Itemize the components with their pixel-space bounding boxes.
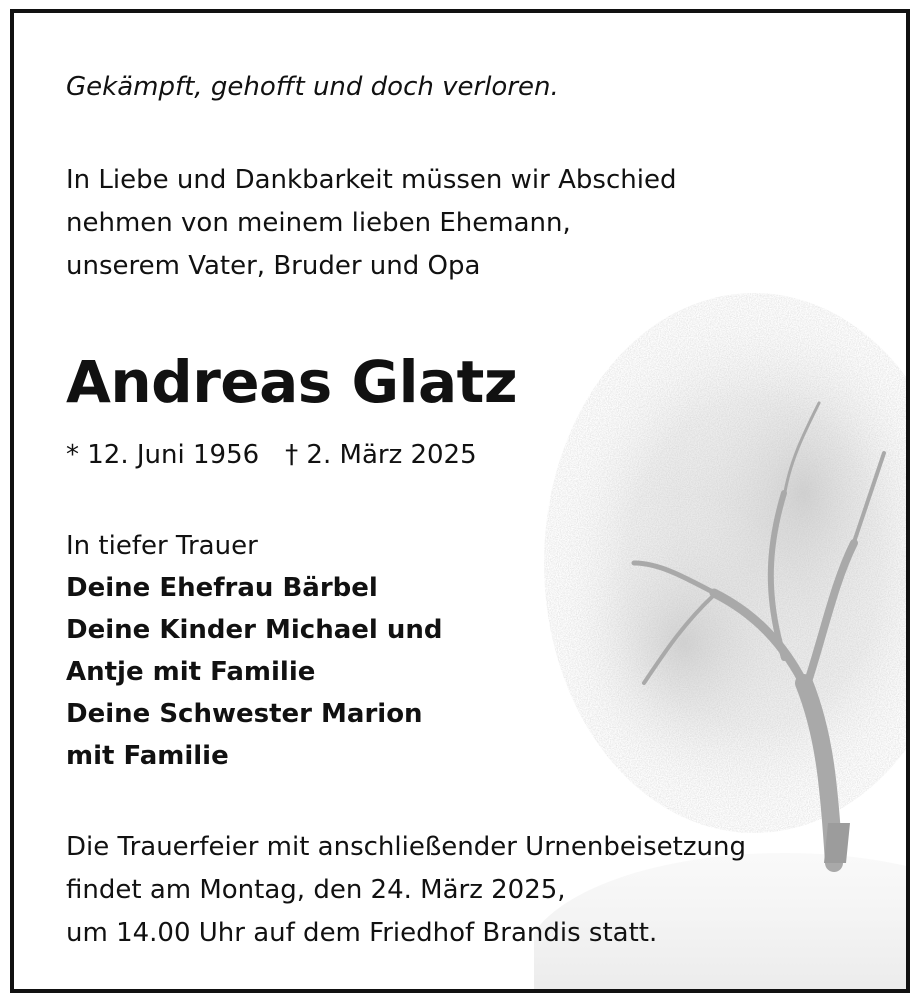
mourner-line: Deine Kinder Michael und bbox=[66, 615, 443, 645]
deceased-name: Andreas Glatz bbox=[66, 348, 518, 416]
motto: Gekämpft, gehofft und doch verloren. bbox=[66, 72, 559, 102]
intro-line: unserem Vater, Bruder und Opa bbox=[66, 251, 481, 281]
mourner-line: Deine Schwester Marion bbox=[66, 699, 423, 729]
ceremony-line: Die Trauerfeier mit anschließender Urnenbeisetzung bbox=[66, 832, 746, 862]
intro-line: nehmen von meinem lieben Ehemann, bbox=[66, 208, 571, 238]
mourner-line: Deine Ehefrau Bärbel bbox=[66, 573, 378, 603]
mourners-block bbox=[66, 525, 443, 777]
ceremony-line: um 14.00 Uhr auf dem Friedhof Brandis statt. bbox=[66, 918, 658, 948]
ceremony-line: findet am Montag, den 24. März 2025, bbox=[66, 875, 566, 905]
death-date: † 2. März 2025 bbox=[285, 440, 477, 470]
mourner-line: mit Familie bbox=[66, 741, 229, 771]
obituary-frame bbox=[10, 9, 910, 993]
birth-date: * 12. Juni 1956 bbox=[66, 440, 260, 470]
life-dates bbox=[66, 433, 477, 477]
mourning-intro: In tiefer Trauer bbox=[66, 531, 258, 561]
ceremony-info bbox=[66, 826, 746, 955]
mourner-line: Antje mit Familie bbox=[66, 657, 316, 687]
intro-line: In Liebe und Dankbarkeit müssen wir Abschied bbox=[66, 165, 677, 195]
intro-text bbox=[66, 159, 676, 288]
